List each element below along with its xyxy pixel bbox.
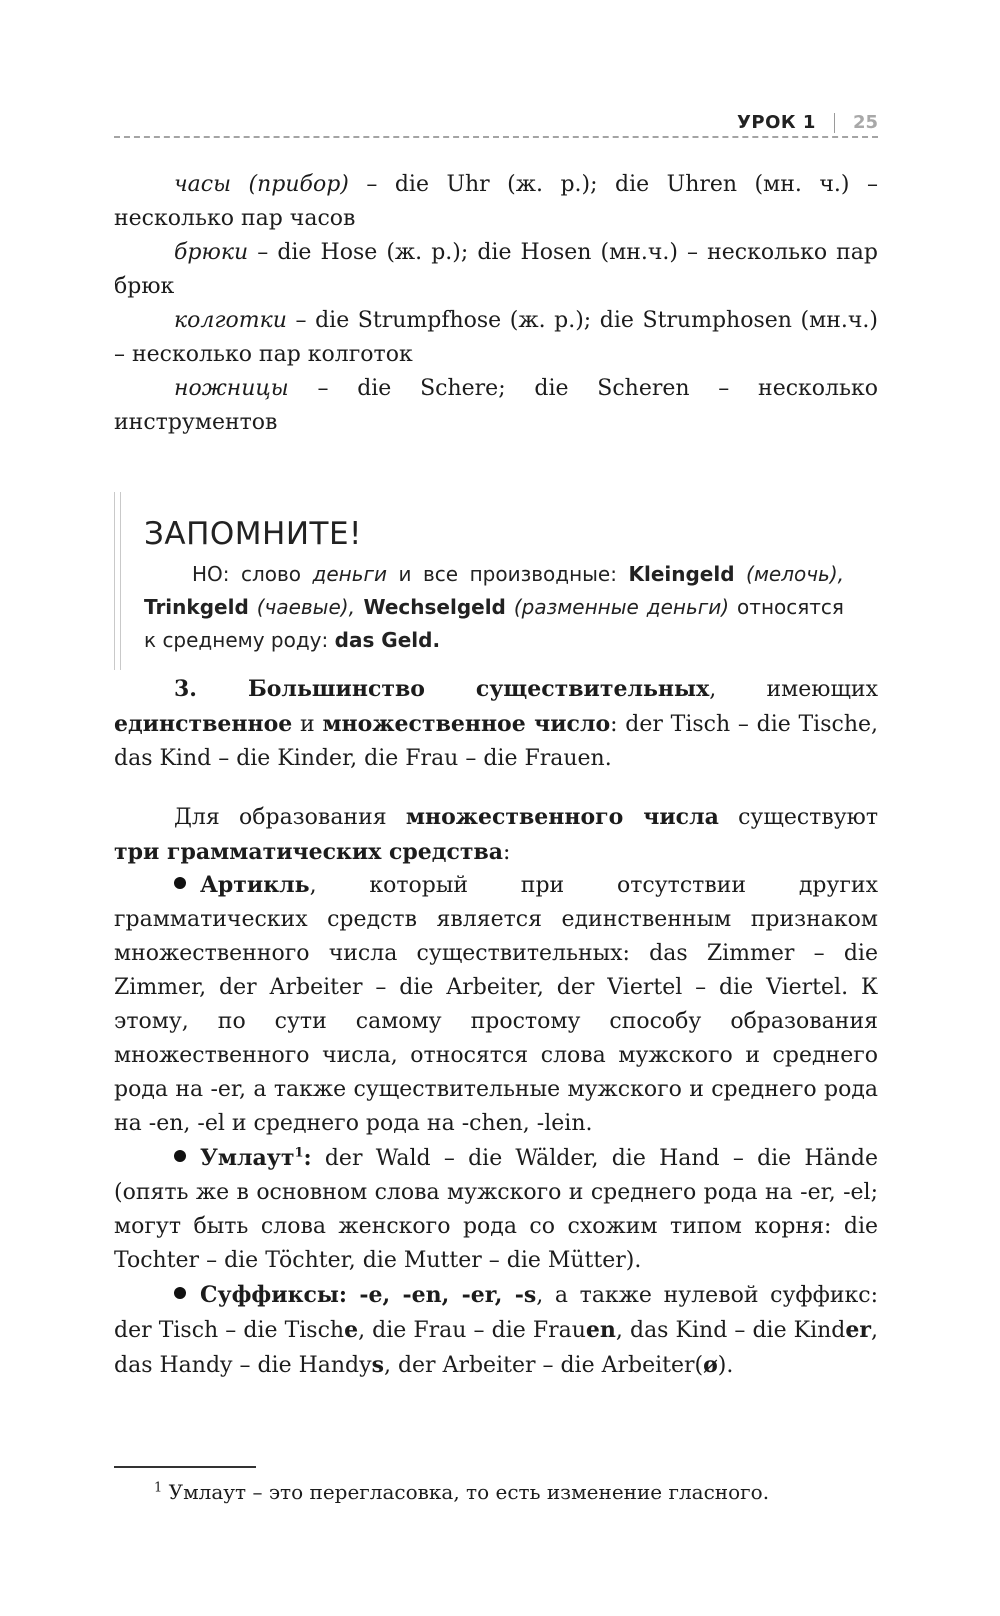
footnote-rule (114, 1466, 256, 1468)
bullet-dot-icon (174, 877, 186, 889)
lesson-label: УРОК 1 (737, 112, 816, 133)
vocab-term: брюки (174, 240, 249, 265)
vocab-term: ножницы (174, 376, 289, 401)
vocab-item (114, 304, 878, 372)
vocab-term: колготки (174, 308, 287, 333)
footnote-text: Умлаут – это перегласовка, то есть изменение гласного. (162, 1480, 770, 1504)
page-number: 25 (852, 112, 878, 133)
note-title: ЗАПОМНИТЕ! (144, 516, 362, 552)
vocab-item (114, 372, 878, 440)
note-body (144, 558, 844, 657)
vocab-term: часы (прибор) (174, 172, 349, 197)
vocab-item (114, 168, 878, 236)
running-header (114, 106, 878, 146)
vocab-list (114, 168, 878, 440)
bullet-item-article: Артикль, который при отсутствии других грамматических средств является единственным признаком множественного числа существительных: das Zimmer – die Zimmer, der Arbeiter – die Arbeiter, der Viertel – die Viertel. К этому, по сути самому простому способу образования множественного числа, относятся слова мужского и среднего рода на -er, а также существительные мужского и среднего рода на -en, -el и среднего рода на -chen, -lein. (114, 872, 878, 1136)
bullet-dot-icon (174, 1150, 186, 1162)
vocab-translation: – die Strumpfhose (ж. р.); die Strumphosen (мн.ч.) – несколько пар колготок (114, 308, 878, 367)
note-paragraph: НО: слово деньги и все производные: Kleingeld (мелочь), Trinkgeld (чаевые), Wechselgeld (разменные деньги) относятся к среднему роду: das Geld. (144, 562, 845, 652)
header-dashed-rule (114, 136, 878, 138)
note-side-bar (114, 492, 121, 670)
footnote-number: 1 (154, 1480, 163, 1496)
bullet-item-umlaut: Умлаут$^1$: der Wald – die Wälder, die Hand – die Hände (опять же в основном слова мужского и среднего рода на -er, -el; могут быть слова женского рода со схожим типом корня: die Tochter – die Töchter, die Mutter – die Mütter). (114, 1145, 878, 1273)
bullet-dot-icon (174, 1287, 186, 1299)
paragraph-plural-means: Для образования множественного числа существуют три грамматических средства: (114, 804, 878, 865)
bullet-item-suffixes: Суффиксы: -e, -en, -er, -s, а также нулевой суффикс: der Tisch – die Tische, die Frau – die Frauen, das Kind – die Kinder, das Handy – die Handys, der Arbeiter – die Arbeiter(ø). (114, 1282, 878, 1378)
header-right (737, 112, 878, 133)
vocab-translation: – die Schere; die Scheren – несколько инструментов (114, 376, 878, 435)
header-separator (834, 113, 835, 133)
remember-note-box (114, 492, 878, 670)
footnote-ref: 1 (294, 1145, 304, 1161)
vocab-translation: – die Hose (ж. р.); die Hosen (мн.ч.) – несколько пар брюк (114, 240, 878, 299)
paragraph-3: 3. Большинство существительных, имеющих единственное и множественное число: der Tisch – die Tische, das Kind – die Kinder, die Frau – die Frauen. (114, 676, 878, 771)
footnote (154, 1478, 769, 1506)
vocab-item (114, 236, 878, 304)
bullet-list (114, 868, 878, 1383)
vocab-translation: – die Uhr (ж. р.); die Uhren (мн. ч.) – несколько пар часов (114, 172, 878, 231)
